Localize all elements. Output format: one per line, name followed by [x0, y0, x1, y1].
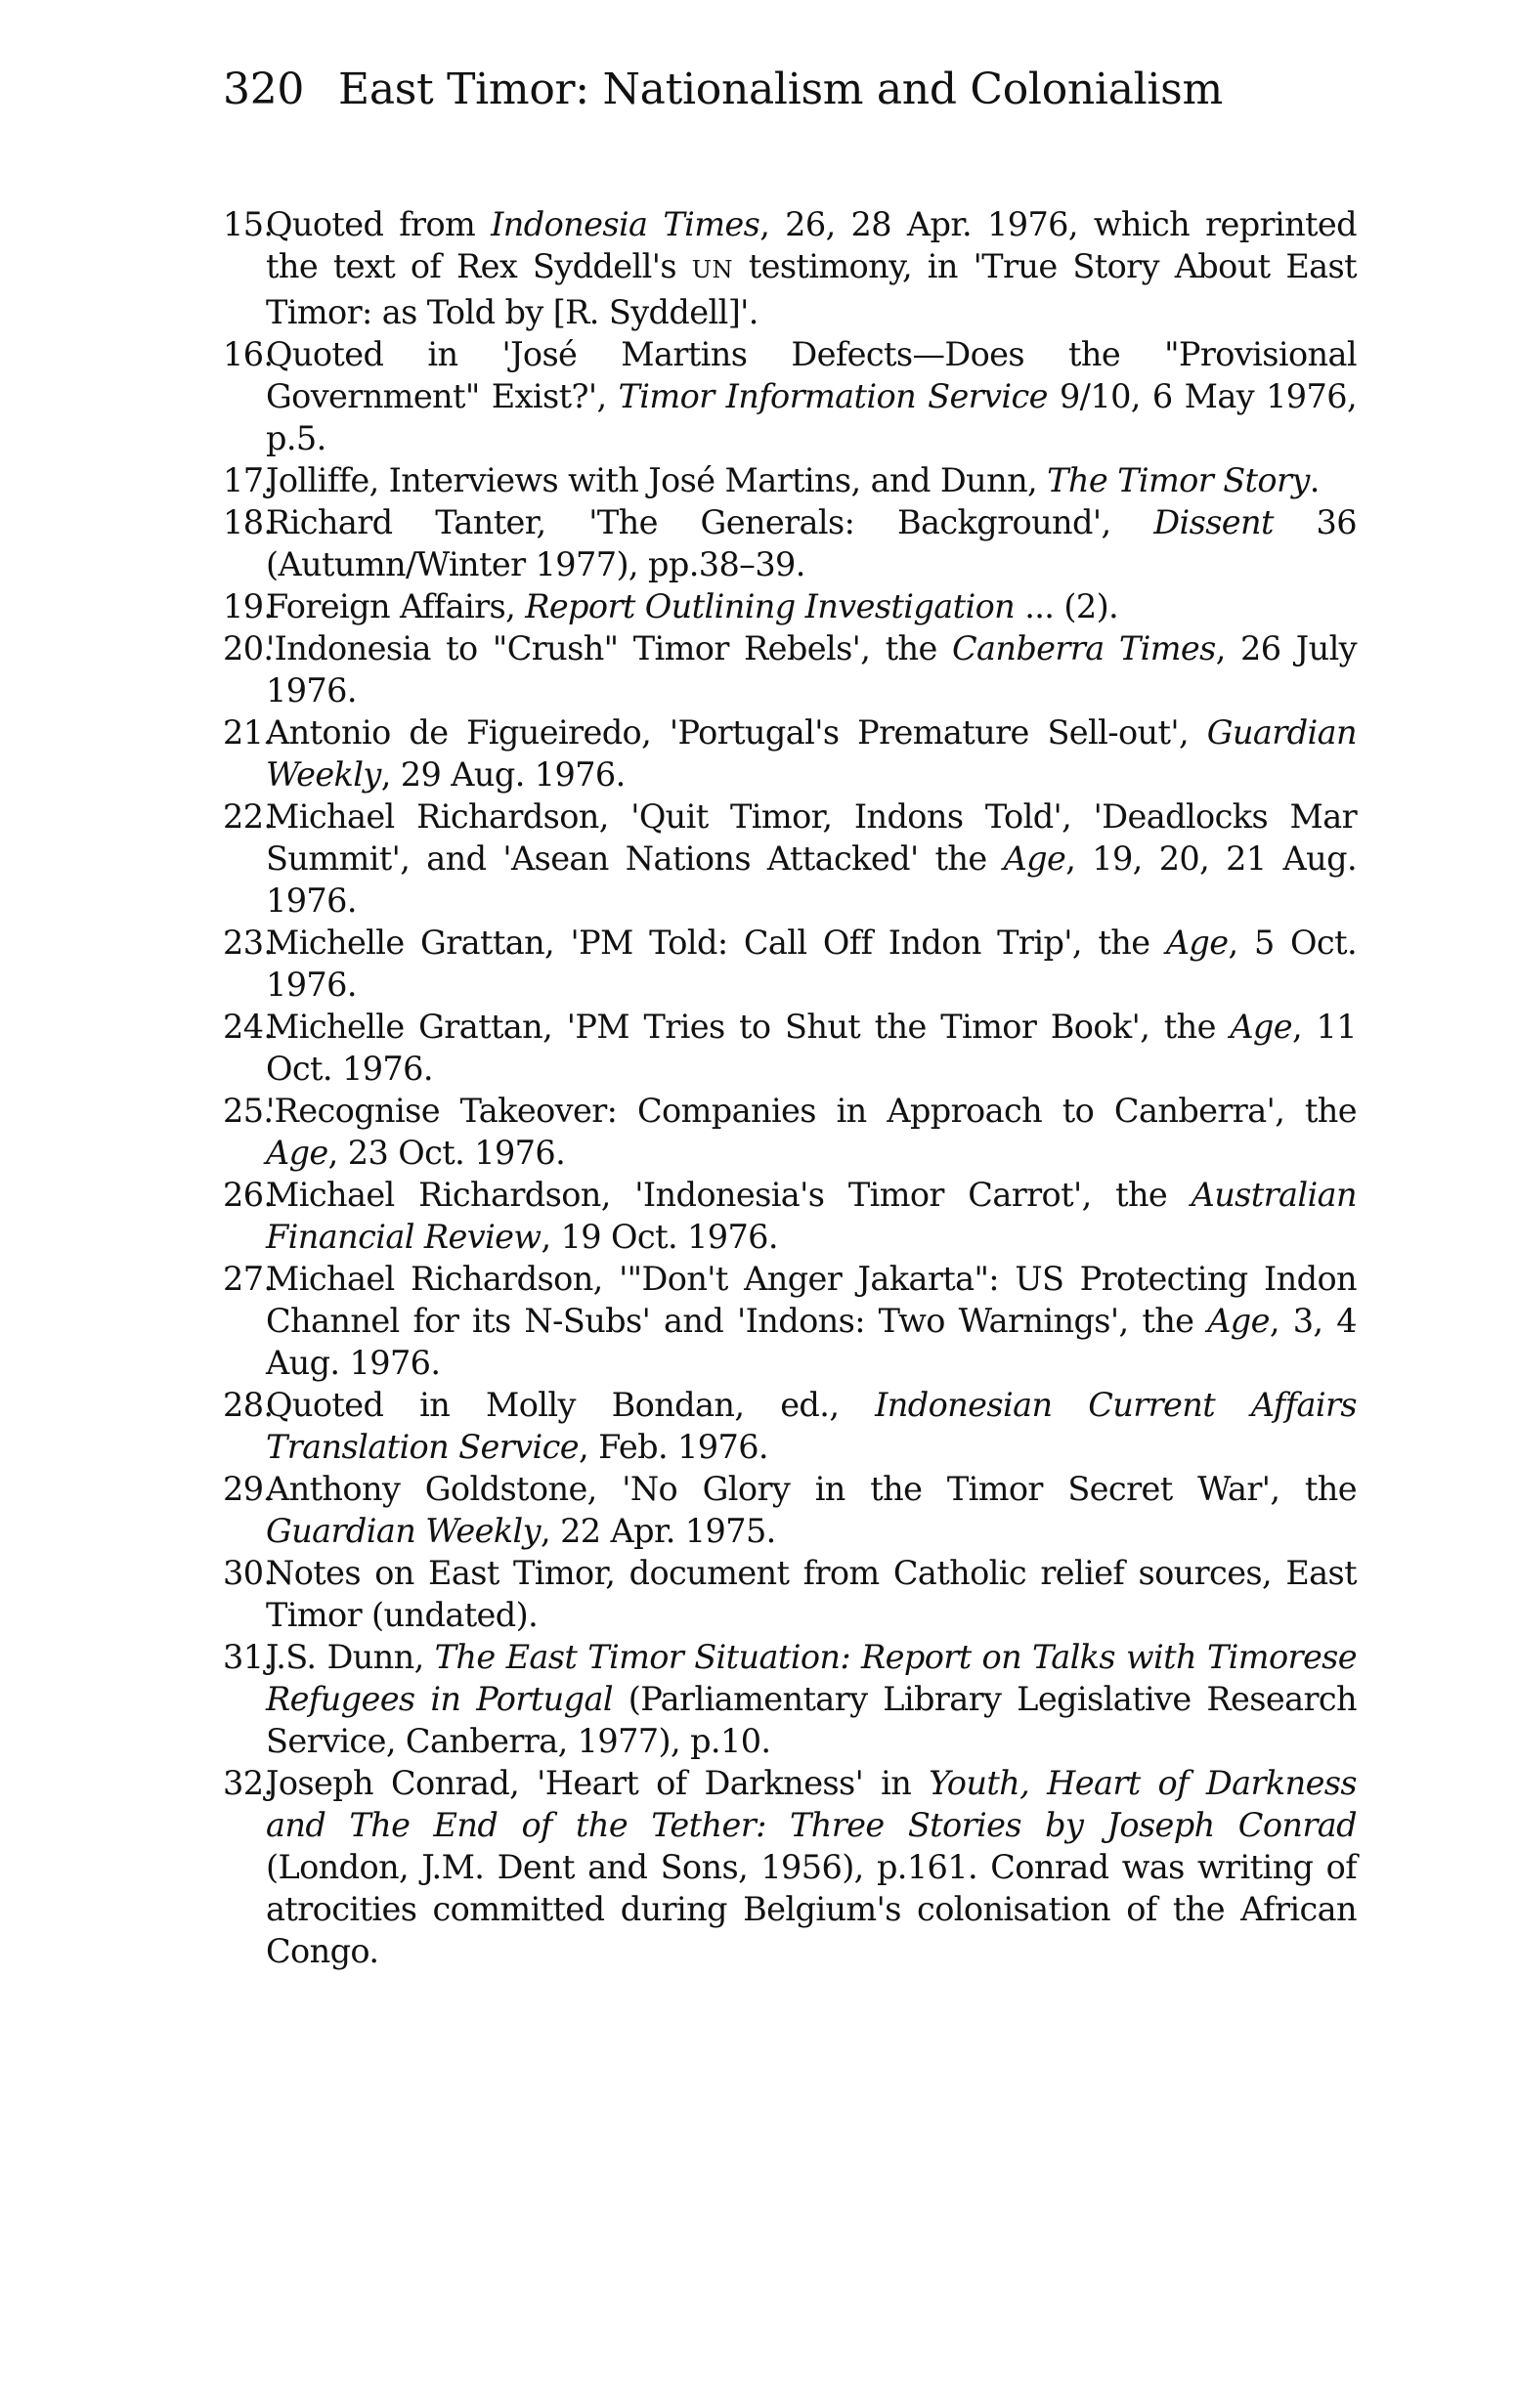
endnote: [223, 1090, 1357, 1174]
endnote-italic-run: Guardian Weekly: [266, 1512, 541, 1550]
endnote-italic-run: Dissent: [1153, 503, 1274, 541]
endnote-italic-run: Timor Information Service: [618, 377, 1048, 415]
endnote-text: [266, 585, 1357, 627]
endnote: [223, 1384, 1357, 1468]
endnote-number: 32.: [223, 1764, 274, 1802]
endnote: [223, 1762, 1357, 1972]
endnote-text: [266, 1090, 1357, 1174]
endnote-italic-run: Age: [1003, 839, 1066, 878]
endnote: [223, 501, 1357, 585]
endnote-italic-run: Guardian Weekly: [266, 713, 1357, 794]
endnote-text: [266, 1174, 1357, 1258]
endnote-text-run: , 29 Aug. 1976.: [380, 755, 626, 794]
endnote-text: [266, 922, 1357, 1006]
endnote-text-run: 36 (Autumn/Winter 1977), pp.38–39.: [266, 503, 1357, 583]
endnote: [223, 1636, 1357, 1762]
endnote-text-run: , 23 Oct. 1976.: [327, 1134, 566, 1172]
endnote-italic-run: Indonesian Current Affairs Translation Service: [266, 1386, 1357, 1466]
endnote-text: [266, 1006, 1357, 1090]
endnote-text-run: Joseph Conrad, 'Heart of Darkness' in: [266, 1764, 930, 1802]
endnote-text-run: Quoted from: [266, 205, 492, 243]
page-number: 320: [223, 64, 305, 114]
endnote-text-run: UN: [691, 256, 733, 283]
endnote-italic-run: The Timor Story: [1047, 461, 1310, 499]
endnote-text: [266, 1762, 1357, 1972]
endnote-number: 22.: [223, 797, 274, 836]
endnote-text-run: Michael Richardson, '"Don't Anger Jakarta": US Protecting Indon Channel for its N-Subs' and 'Indons: Two Warnings', the: [266, 1260, 1357, 1340]
endnote-text-run: Foreign Affairs,: [266, 587, 526, 625]
endnote-italic-run: Report Outlining Investigation: [525, 587, 1016, 625]
endnote-text-run: , 22 Apr. 1975.: [540, 1512, 776, 1550]
endnotes-list: [223, 203, 1357, 1972]
endnote-number: 20.: [223, 629, 274, 667]
endnote-number: 25.: [223, 1092, 274, 1130]
endnote-number: 30.: [223, 1554, 274, 1592]
endnote-italic-run: Age: [1165, 924, 1229, 962]
endnote-text: [266, 1552, 1357, 1636]
endnote-text-run: Michelle Grattan, 'PM Told: Call Off Indon Trip', the: [266, 924, 1166, 962]
endnote-italic-run: Canberra Times: [951, 629, 1216, 667]
endnote-italic-run: Age: [1207, 1302, 1270, 1340]
endnote: [223, 1468, 1357, 1552]
endnote: [223, 1174, 1357, 1258]
endnote-text-run: ... (2).: [1015, 587, 1119, 625]
endnote: [223, 627, 1357, 711]
endnote: [223, 711, 1357, 796]
endnote-number: 27.: [223, 1260, 274, 1298]
endnote-text-run: Jolliffe, Interviews with José Martins, and Dunn,: [266, 461, 1048, 499]
endnote-number: 28.: [223, 1386, 274, 1424]
endnote-text-run: (Parliamentary Library Legislative Research Service, Canberra, 1977), p.10.: [266, 1680, 1358, 1760]
endnote-text-run: , Feb. 1976.: [578, 1428, 768, 1466]
endnote-text-run: Quoted in 'José Martins Defects—Does the "Provisional Government" Exist?',: [266, 335, 1357, 415]
endnote-text-run: , 26, 28 Apr. 1976, which reprinted the text of Rex Syddell's: [266, 205, 1357, 285]
endnote-number: 24.: [223, 1008, 274, 1046]
endnote-text: [266, 1636, 1357, 1762]
endnote-text-run: , 19 Oct. 1976.: [541, 1218, 778, 1256]
running-header: [223, 64, 1223, 114]
endnote-text-run: Michael Richardson, 'Indonesia's Timor Carrot', the: [266, 1176, 1192, 1214]
endnote-text: [266, 333, 1357, 459]
endnote-text: [266, 711, 1357, 796]
endnote-italic-run: Australian Financial Review: [266, 1176, 1357, 1256]
endnote-number: 18.: [223, 503, 274, 541]
endnote-text: [266, 796, 1357, 922]
endnote-italic-run: Youth, Heart of Darkness and The End of the Tether: Three Stories by Joseph Conrad: [266, 1764, 1357, 1844]
endnote-number: 17.: [223, 461, 274, 499]
endnote-text: [266, 459, 1357, 501]
endnote-number: 26.: [223, 1176, 274, 1214]
endnote-text-run: , 19, 20, 21 Aug. 1976.: [266, 839, 1357, 920]
endnote-text: [266, 1468, 1357, 1552]
running-title: East Timor: Nationalism and Colonialism: [338, 64, 1223, 114]
endnote-text: [266, 203, 1357, 333]
endnote-text-run: .: [1309, 461, 1320, 499]
endnote: [223, 203, 1357, 333]
endnote-text: [266, 1258, 1357, 1384]
endnote-number: 29.: [223, 1470, 274, 1508]
endnote-text-run: , 3, 4 Aug. 1976.: [266, 1302, 1357, 1382]
endnote-number: 19.: [223, 587, 274, 625]
endnote-italic-run: The East Timor Situation: Report on Talks with Timorese Refugees in Portugal: [266, 1638, 1357, 1718]
endnote: [223, 796, 1357, 922]
endnote: [223, 585, 1357, 627]
endnote: [223, 333, 1357, 459]
endnote-text-run: 'Indonesia to "Crush" Timor Rebels', the: [266, 629, 952, 667]
endnote-text-run: Anthony Goldstone, 'No Glory in the Timor Secret War', the: [266, 1470, 1357, 1508]
endnote-number: 16.: [223, 335, 274, 373]
endnote-text: [266, 501, 1357, 585]
endnote-text: [266, 627, 1357, 711]
endnote: [223, 922, 1357, 1006]
endnote-text-run: Notes on East Timor, document from Catholic relief sources, East Timor (undated).: [266, 1554, 1357, 1634]
endnote-text-run: , 26 July 1976.: [266, 629, 1358, 710]
endnote-number: 23.: [223, 924, 274, 962]
endnote-text-run: , 5 Oct. 1976.: [266, 924, 1357, 1004]
endnote: [223, 1006, 1357, 1090]
endnote-number: 21.: [223, 713, 274, 752]
endnote-number: 31.: [223, 1638, 274, 1676]
endnote-text-run: Michelle Grattan, 'PM Tries to Shut the Timor Book', the: [266, 1008, 1231, 1046]
endnote: [223, 459, 1357, 501]
endnote-text-run: (London, J.M. Dent and Sons, 1956), p.161. Conrad was writing of atrocities committed during Belgium's colonisation of the African Congo.: [266, 1848, 1357, 1970]
endnote: [223, 1258, 1357, 1384]
endnote-italic-run: Age: [1230, 1008, 1292, 1046]
endnote: [223, 1552, 1357, 1636]
endnote-text-run: Michael Richardson, 'Quit Timor, Indons Told', 'Deadlocks Mar Summit', and 'Asean Nations Attacked' the: [266, 797, 1357, 878]
endnote-text-run: 'Recognise Takeover: Companies in Approach to Canberra', the: [266, 1092, 1357, 1130]
endnote-text-run: J.S. Dunn,: [266, 1638, 435, 1676]
endnote-text-run: , 11 Oct. 1976.: [266, 1008, 1357, 1088]
endnote-number: 15.: [223, 205, 274, 243]
endnote-text-run: testimony, in 'True Story About East Timor: as Told by [R. Syddell]'.: [266, 247, 1358, 331]
endnote-text: [266, 1384, 1357, 1468]
endnote-text-run: 9/10, 6 May 1976, p.5.: [266, 377, 1358, 457]
endnote-text-run: Richard Tanter, 'The Generals: Background',: [266, 503, 1154, 541]
endnote-italic-run: Age: [266, 1134, 328, 1172]
endnote-text-run: Quoted in Molly Bondan, ed.,: [266, 1386, 876, 1424]
endnote-text-run: Antonio de Figueiredo, 'Portugal's Premature Sell-out',: [266, 713, 1207, 752]
endnote-italic-run: Indonesia Times: [491, 205, 760, 243]
